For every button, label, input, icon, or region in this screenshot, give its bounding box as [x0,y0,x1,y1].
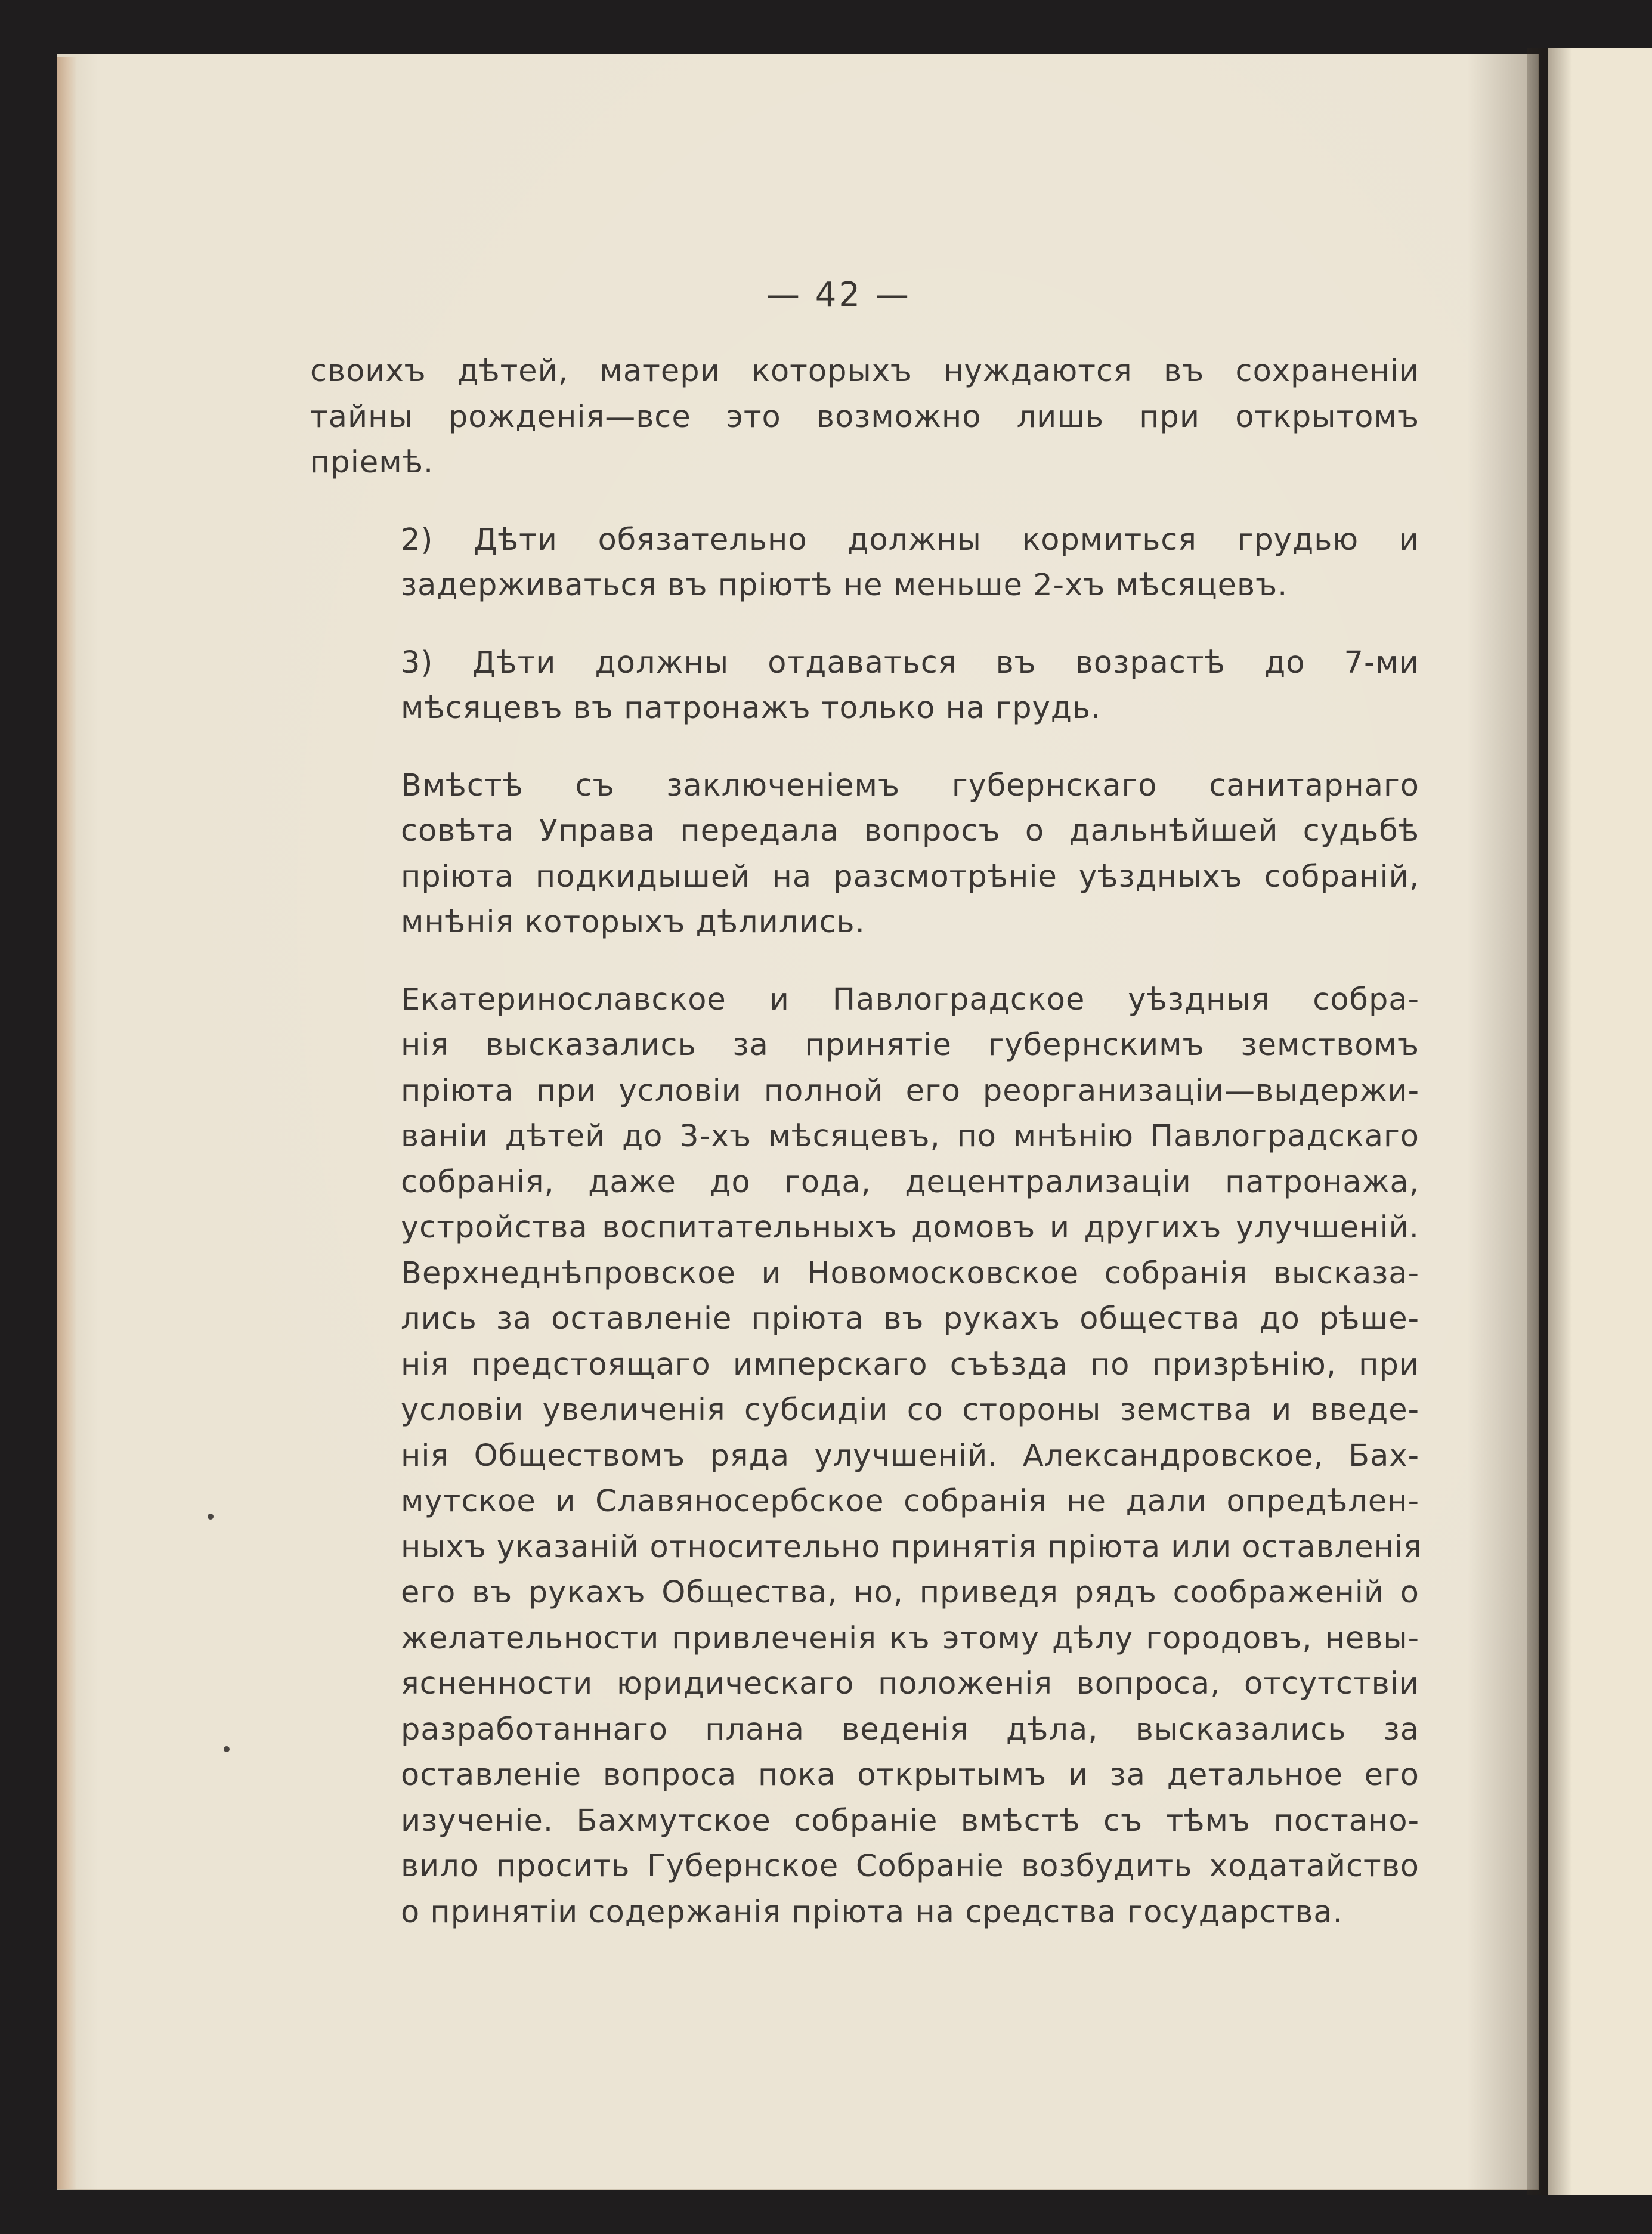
text-line: своихъ дѣтей, матери которыхъ нуждаются въ сохраненіи [310,354,1419,389]
paragraph [310,518,1419,609]
text-line: желательности привлеченія къ этому дѣлу городовъ, невы- [401,1620,1419,1656]
text-line: пріемѣ. [310,445,434,480]
text-line: мутское и Славяносербское собранія не дали опредѣлен- [401,1484,1419,1519]
ink-speck [224,1746,230,1752]
text-line: разработаннаго плана веденія дѣла, высказались за [401,1712,1419,1747]
page-left-edge [57,57,77,2189]
text-line: нія предстоящаго имперскаго съѣзда по призрѣнію, при [401,1347,1419,1382]
facing-page-edge [1548,48,1652,2195]
text-line: Вмѣстѣ съ заключеніемъ губернскаго санитарнаго [401,768,1419,803]
text-line: совѣта Управа передала вопросъ о дальнѣйшей судьбѣ [401,813,1419,849]
text-line: 2) Дѣти обязательно должны кормиться грудью и [401,522,1419,558]
text-line: устройства воспитательныхъ домовъ и другихъ улучшеній. [401,1210,1419,1245]
text-line: условіи увеличенія субсидіи со стороны земства и введе- [401,1393,1419,1428]
text-line: Екатеринославское и Павлоградское уѣздныя собра- [401,982,1419,1017]
paragraph [310,641,1419,732]
book-gutter-shadow [1527,48,1551,2195]
text-line: его въ рукахъ Общества, но, приведя рядъ соображеній о [401,1575,1419,1610]
text-line: тайны рожденія—все это возможно лишь при открытомъ [310,399,1419,435]
page-body-text [310,349,1422,1935]
text-line: ваніи дѣтей до 3-хъ мѣсяцевъ, по мнѣнію Павлоградскаго [401,1119,1419,1154]
text-line: оставленіе вопроса пока открытымъ и за детальное его [401,1758,1419,1793]
text-line: мнѣнія которыхъ дѣлились. [401,905,865,940]
text-line: нія Обществомъ ряда улучшеній. Александровское, Бах- [401,1438,1419,1474]
paragraph [310,977,1422,1936]
text-line: вило просить Губернское Собраніе возбудить ходатайство [401,1849,1419,1884]
text-line: пріюта подкидышей на разсмотрѣніе уѣздныхъ собраній, [401,859,1419,895]
text-line: пріюта при условіи полной его реорганизаціи—выдержи- [401,1073,1419,1109]
text-line: лись за оставленіе пріюта въ рукахъ общества до рѣше- [401,1301,1419,1336]
text-line: изученіе. Бахмутское собраніе вмѣстѣ съ тѣмъ постано- [401,1803,1419,1839]
ink-speck [208,1514,214,1520]
text-line: о принятіи содержанія пріюта на средства государства. [401,1894,1343,1930]
text-line: 3) Дѣти должны отдаваться въ возрастѣ до 7-ми [401,645,1419,680]
paragraph [310,349,1419,486]
text-line: нія высказались за принятіе губернскимъ земствомъ [401,1028,1419,1063]
text-line: ныхъ указаній относительно принятія пріюта или оставленія [401,1529,1422,1565]
text-line: мѣсяцевъ въ патронажъ только на грудь. [401,691,1102,726]
text-line: собранія, даже до года, децентрализаціи патронажа, [401,1164,1419,1200]
page-number: — 42 — [766,276,911,314]
text-line: Верхнеднѣпровское и Новомосковское собранія высказа- [401,1255,1419,1291]
text-line: задерживаться въ пріютѣ не меньше 2-хъ мѣсяцевъ. [401,568,1288,603]
text-line: ясненности юридическаго положенія вопроса, отсутствіи [401,1666,1419,1701]
paragraph [310,763,1419,946]
